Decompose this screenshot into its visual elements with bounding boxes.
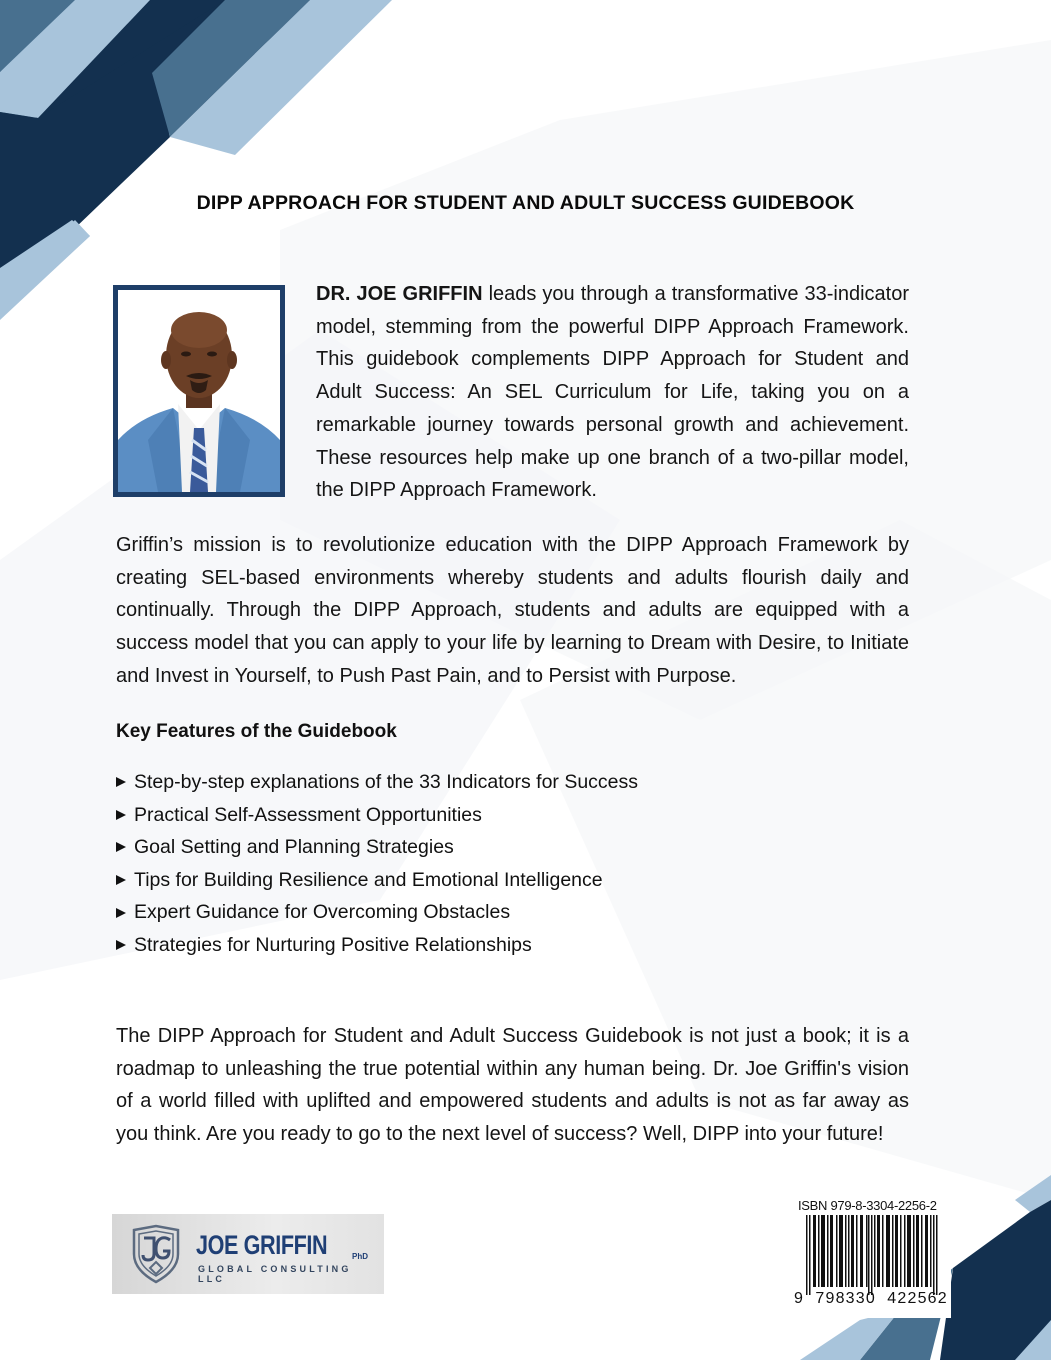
jg-shield-icon [130,1224,182,1284]
feature-item [116,864,638,897]
triangle-right-icon [116,810,126,820]
feature-item [116,929,638,962]
intro-paragraph [316,278,909,507]
book-title: DIPP APPROACH FOR STUDENT AND ADULT SUCCESS GUIDEBOOK [196,192,855,214]
triangle-right-icon [116,842,126,852]
logo-suffix: PhD [352,1252,368,1261]
barcode-digits: 9 798330 422562 [794,1290,948,1307]
feature-item [116,896,638,929]
feature-text: Strategies for Nurturing Positive Relationships [134,933,532,956]
triangle-right-icon [116,875,126,885]
features-heading: Key Features of the Guidebook [116,721,397,742]
features-list [116,766,638,962]
triangle-right-icon [116,940,126,950]
isbn-label: ISBN 979-8-3304-2256-2 [798,1198,937,1213]
author-name: DR. JOE GRIFFIN [316,283,483,305]
logo-name: JOE GRIFFIN [196,1230,328,1260]
mission-paragraph: Griffin’s mission is to revolutionize education with the DIPP Approach Framework by creating SEL-based environments whereby students and adults flourish daily and continually. Through the DIPP Approach, students and adults are equipped with a success model that you can apply to your life by learning to Dream with Desire, to Initiate and Invest in Yourself, to Push Past Pain, and to Persist with Purpose. [116,534,909,687]
isbn-barcode [792,1196,951,1318]
logo-subtitle: GLOBAL CONSULTING LLC [198,1264,352,1284]
feature-text: Goal Setting and Planning Strategies [134,836,454,859]
author-portrait-icon [118,290,280,492]
feature-item [116,831,638,864]
publisher-logo [112,1214,384,1294]
triangle-right-icon [116,777,126,787]
feature-text: Practical Self-Assessment Opportunities [134,803,482,826]
feature-item [116,766,638,799]
feature-text: Step-by-step explanations of the 33 Indicators for Success [134,771,639,793]
barcode-icon [806,1215,946,1295]
feature-item [116,799,638,832]
closing-paragraph: The DIPP Approach for Student and Adult Success Guidebook is not just a book; it is a roadmap to unleashing the true potential within any human being. Dr. Joe Griffin's vision of a world filled with uplifted and empowered students and adults is not as far away as you think. Are you ready to go to the next level of success? Well, DIPP into your future! [116,1025,909,1146]
triangle-right-icon [116,908,126,918]
feature-text: Tips for Building Resilience and Emotional Intelligence [134,868,603,891]
intro-text: leads you through a transformative 33-indicator model, stemming from the powerful DIPP Approach Framework. This guidebook complements DIPP Approach for Student and Adult Success: An SEL Curriculum for Life, taking you on a remarkable journey towards personal growth and achievement. These resources help make up one branch of a two-pillar model, the DIPP Approach Framework. [316,283,909,502]
feature-text: Expert Guidance for Overcoming Obstacles [134,901,511,924]
author-photo [113,285,285,497]
